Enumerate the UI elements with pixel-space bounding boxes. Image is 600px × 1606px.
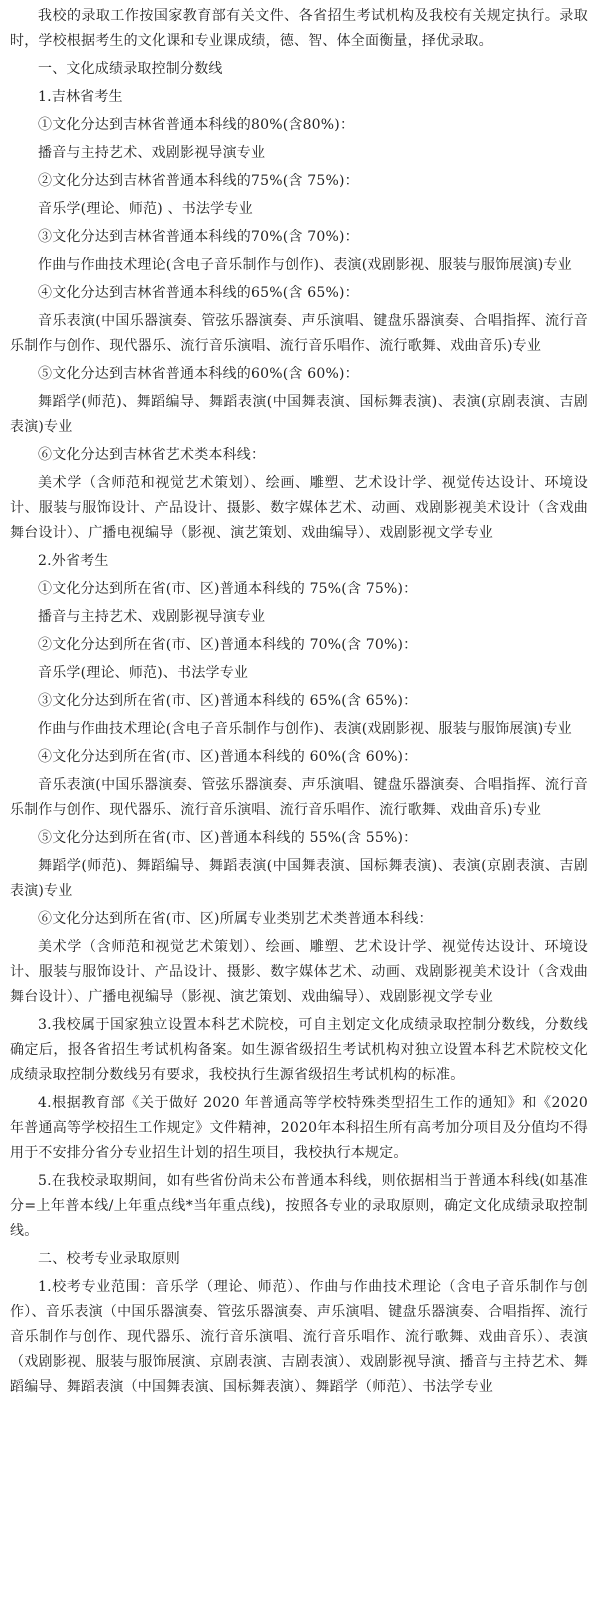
majors-9: 作曲与作曲技术理论(含电子音乐制作与创作)、表演(戏剧影视、服装与服饰展演)专业: [38, 721, 572, 737]
section-heading-2: 二、校考专业录取原则: [38, 1251, 180, 1267]
majors-7: 播音与主持艺术、戏剧影视导演专业: [38, 609, 266, 625]
note-5: 5.在我校录取期间，如有些省份尚未公布普通本科线，则依据相当于普通本科线(如基准分=上年普本线/上年重点线*当年重点线)，按照各专业的录取原则，确定文化成绩录取控制线。: [10, 1173, 588, 1239]
criterion-6: ⑥文化分达到吉林省艺术类本科线：: [38, 447, 266, 463]
criterion-10: ④文化分达到所在省(市、区)普通本科线的 60%(含 60%)：: [38, 749, 418, 765]
majors-1: 播音与主持艺术、戏剧影视导演专业: [38, 145, 266, 161]
school-exam-scope: 1.校考专业范围：音乐学（理论、师范）、作曲与作曲技术理论（含电子音乐制作与创作）、音乐表演（中国乐器演奏、管弦乐器演奏、声乐演唱、键盘乐器演奏、合唱指挥、流行音乐制作与创作、现代器乐、流行音乐演唱、流行音乐唱作、流行歌舞、戏曲音乐）、表演（戏剧影视、服装与服饰展演、京剧表演、吉剧表演）、戏剧影视导演、播音与主持艺术、舞蹈编导、舞蹈表演（中国舞表演、国标舞表演）、舞蹈学（师范）、书法学专业: [10, 1279, 588, 1395]
criterion-7: ①文化分达到所在省(市、区)普通本科线的 75%(含 75%)：: [38, 581, 418, 597]
majors-6: 美术学（含师范和视觉艺术策划）、绘画、雕塑、艺术设计学、视觉传达设计、环境设计、服装与服饰设计、产品设计、摄影、数字媒体艺术、动画、戏剧影视美术设计（含戏曲舞台设计）、广播电视编导（影视、演艺策划、戏曲编导）、戏剧影视文学专业: [10, 475, 588, 541]
note-4: 4.根据教育部《关于做好 2020 年普通高等学校特殊类型招生工作的通知》和《2020年普通高等学校招生工作规定》文件精神，2020年本科招生所有高考加分项目及分值均不得用于不安排分省分专业招生计划的招生项目，我校执行本规定。: [10, 1095, 588, 1161]
criterion-8: ②文化分达到所在省(市、区)普通本科线的 70%(含 70%)：: [38, 637, 418, 653]
majors-11: 舞蹈学(师范)、舞蹈编导、舞蹈表演(中国舞表演、国标舞表演)、表演(京剧表演、吉剧表演)专业: [10, 858, 588, 899]
criterion-9: ③文化分达到所在省(市、区)普通本科线的 65%(含 65%)：: [38, 693, 418, 709]
criterion-3: ③文化分达到吉林省普通本科线的70%(含 70%)：: [38, 229, 359, 245]
majors-10: 音乐表演(中国乐器演奏、管弦乐器演奏、声乐演唱、键盘乐器演奏、合唱指挥、流行音乐制作与创作、现代器乐、流行音乐演唱、流行音乐唱作、流行歌舞、戏曲音乐)专业: [10, 777, 588, 818]
intro-paragraph: 我校的录取工作按国家教育部有关文件、各省招生考试机构及我校有关规定执行。录取时，学校根据考生的文化课和专业课成绩，德、智、体全面衡量，择优录取。: [10, 8, 588, 49]
note-3: 3.我校属于国家独立设置本科艺术院校，可自主划定文化成绩录取控制分数线，分数线确定后，报各省招生考试机构备案。如生源省级招生考试机构对独立设置本科艺术院校文化成绩录取控制分数线另有要求，我校执行生源省级招生考试机构的标准。: [10, 1017, 588, 1083]
criterion-1: ①文化分达到吉林省普通本科线的80%(含80%)：: [38, 117, 355, 133]
majors-2: 音乐学(理论、师范) 、书法学专业: [38, 201, 253, 217]
criterion-4: ④文化分达到吉林省普通本科线的65%(含 65%)：: [38, 285, 359, 301]
criterion-2: ②文化分达到吉林省普通本科线的75%(含 75%)：: [38, 173, 359, 189]
majors-3: 作曲与作曲技术理论(含电子音乐制作与创作)、表演(戏剧影视、服装与服饰展演)专业: [38, 257, 572, 273]
subsection-heading-other: 2.外省考生: [38, 553, 109, 569]
criterion-11: ⑤文化分达到所在省(市、区)普通本科线的 55%(含 55%)：: [38, 830, 418, 846]
criterion-5: ⑤文化分达到吉林省普通本科线的60%(含 60%)：: [38, 366, 359, 382]
majors-4: 音乐表演(中国乐器演奏、管弦乐器演奏、声乐演唱、键盘乐器演奏、合唱指挥、流行音乐制作与创作、现代器乐、流行音乐演唱、流行音乐唱作、流行歌舞、戏曲音乐)专业: [10, 313, 588, 354]
majors-12: 美术学（含师范和视觉艺术策划）、绘画、雕塑、艺术设计学、视觉传达设计、环境设计、服装与服饰设计、产品设计、摄影、数字媒体艺术、动画、戏剧影视美术设计（含戏曲舞台设计）、广播电视编导（影视、演艺策划、戏曲编导）、戏剧影视文学专业: [10, 939, 588, 1005]
section-heading-1: 一、文化成绩录取控制分数线: [38, 61, 223, 77]
majors-5: 舞蹈学(师范)、舞蹈编导、舞蹈表演(中国舞表演、国标舞表演)、表演(京剧表演、吉剧表演)专业: [10, 394, 588, 435]
majors-8: 音乐学(理论、师范)、书法学专业: [38, 665, 249, 681]
criterion-12: ⑥文化分达到所在省(市、区)所属专业类别艺术类普通本科线：: [38, 911, 433, 927]
subsection-heading-jilin: 1.吉林省考生: [38, 89, 123, 105]
